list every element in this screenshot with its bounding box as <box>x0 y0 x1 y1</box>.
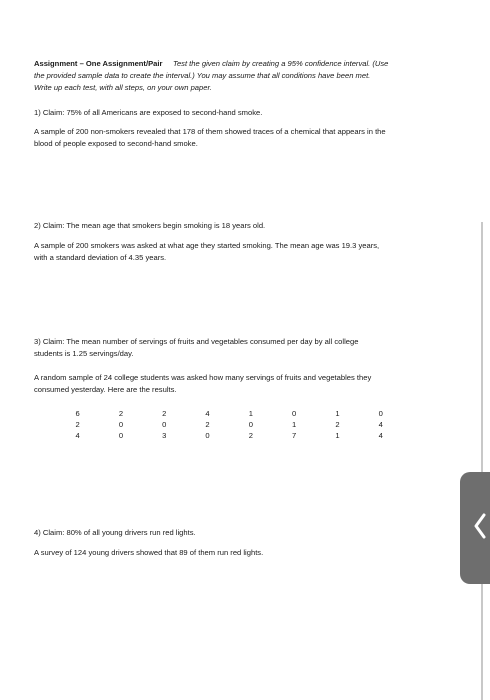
data-cell: 0 <box>118 431 124 440</box>
assignment-header <box>34 58 470 70</box>
q2-text-line-2: with a standard deviation of 4.35 years. <box>34 253 167 262</box>
data-cell: 1 <box>292 420 297 429</box>
q2-claim: 2) Claim: The mean age that smokers begin smoking is 18 years old. <box>34 221 266 230</box>
data-cell: 0 <box>248 420 253 429</box>
data-cell: 4 <box>378 420 383 429</box>
data-cell: 2 <box>118 409 124 418</box>
page-edge-divider <box>481 222 483 700</box>
data-cell: 4 <box>205 409 210 418</box>
data-cell: 0 <box>118 420 124 429</box>
data-cell: 3 <box>162 431 167 440</box>
q1-claim: 1) Claim: 75% of all Americans are exposed to second-hand smoke. <box>34 108 263 117</box>
side-panel-tab[interactable] <box>460 472 490 584</box>
q3-claim-line-1: 3) Claim: The mean number of servings of fruits and vegetables consumed per day by all college <box>34 337 359 346</box>
data-cell: 0 <box>292 409 297 418</box>
q2-text-line-1: A sample of 200 smokers was asked at what age they started smoking. The mean age was 19.3 years, <box>34 241 380 250</box>
data-cell: 0 <box>205 431 210 440</box>
q3-claim-line-2: students is 1.25 servings/day. <box>34 349 134 358</box>
q4-text-line-1: A survey of 124 young drivers showed that 89 of them run red lights. <box>34 548 264 557</box>
assignment-title: Assignment – One Assignment/Pair <box>34 59 163 68</box>
chevron-left-icon <box>473 513 487 544</box>
q3-text-line-1: A random sample of 24 college students was asked how many servings of fruits and vegetables they <box>34 373 372 382</box>
q1-text-line-1: A sample of 200 non-smokers revealed that 178 of them showed traces of a chemical that appears in the <box>34 127 386 136</box>
data-cell: 2 <box>75 420 80 429</box>
q1-text-line-2: blood of people exposed to second-hand smoke. <box>34 139 198 148</box>
q3-data-table <box>56 409 402 442</box>
data-cell: 7 <box>292 431 297 440</box>
data-cell: 1 <box>248 409 253 418</box>
data-cell: 4 <box>378 431 383 440</box>
instructions-part-3: Write up each test, with all steps, on your own paper. <box>34 83 212 92</box>
q3-text-line-2: consumed yesterday. Here are the results. <box>34 385 177 394</box>
instructions-part-1: Test the given claim by creating a 95% confidence interval. (Use <box>173 59 389 68</box>
q4-claim: 4) Claim: 80% of all young drivers run red lights. <box>34 528 196 537</box>
data-cell: 1 <box>335 409 340 418</box>
data-cell: 2 <box>335 420 340 429</box>
data-cell: 2 <box>162 409 167 418</box>
data-cell: 6 <box>75 409 80 418</box>
data-cell: 2 <box>248 431 253 440</box>
instructions-part-2: the provided sample data to create the interval.) You may assume that all conditions have been met. <box>34 71 371 80</box>
data-cell: 0 <box>378 409 383 418</box>
data-cell: 4 <box>75 431 80 440</box>
data-cell: 2 <box>205 420 210 429</box>
data-cell: 0 <box>162 420 167 429</box>
data-cell: 1 <box>335 431 340 440</box>
